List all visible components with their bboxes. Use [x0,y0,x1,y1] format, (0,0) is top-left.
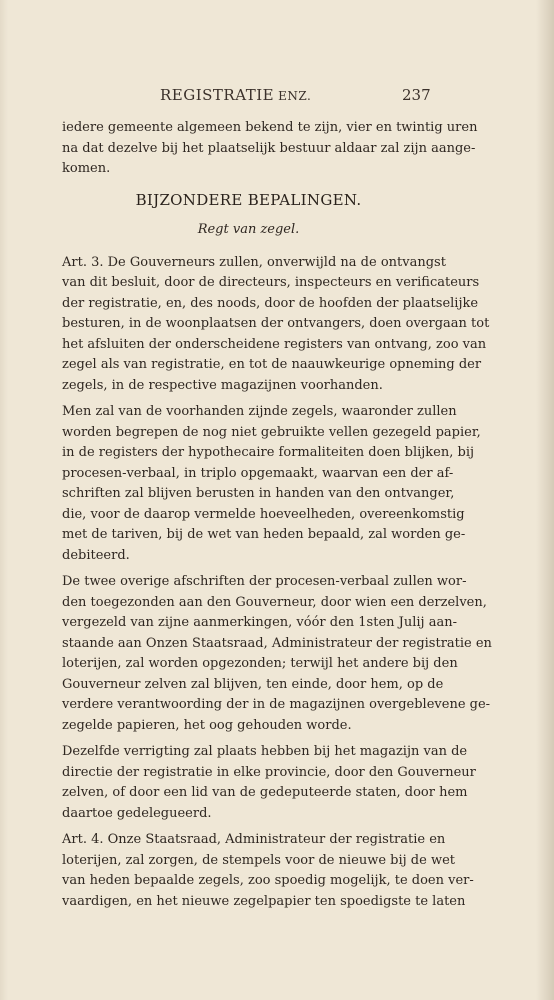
text-line: het afsluiten der onderscheidene registers van ontvang, zoo van [62,336,487,352]
text-line: worden begrepen de nog niet gebruikte vellen gezegeld papier, [62,424,481,440]
paragraph-art-4 [62,830,474,912]
text-line: De twee overige afschriften der procesen-verbaal zullen wor- [62,574,467,589]
page-edge-shadow [536,0,554,1000]
subheading: Regt van zegel. [197,222,300,237]
section-heading: BIJZONDERE BEPALINGEN. [135,190,362,209]
paragraph-art-3 [62,253,490,397]
paragraph-zegels [62,402,481,566]
text-line: Art. 4. Onze Staatsraad, Administrateur der registratie en [62,832,446,847]
text-line: zegel als van registratie, en tot de naauwkeurige opneming der [62,357,482,372]
gutter-shadow [0,0,8,1000]
text-line: loterijen, zal worden opgezonden; terwijl het andere bij den [62,656,458,671]
text-line: vergezeld van zijne aanmerkingen, vóór den 1sten Julij aan- [62,615,457,630]
text-line: schriften zal blijven berusten in handen van den ontvanger, [62,486,455,501]
text-line: debiteerd. [62,547,130,563]
text-line: komen. [62,161,111,176]
text-line: iedere gemeente algemeen bekend te zijn, vier en twintig uren [62,120,478,135]
text-line: procesen-verbaal, in triplo opgemaakt, waarvan een der af- [62,465,454,481]
text-line: van dit besluit, door de directeurs, inspecteurs en verificateurs [62,275,480,290]
text-line: vaardigen, en het nieuwe zegelpapier ten spoedigste te laten [62,893,466,909]
text-line: van heden bepaalde zegels, zoo spoedig mogelijk, te doen ver- [62,873,474,888]
text-line: in de registers der hypothecaire formaliteiten doen blijken, bij [62,445,475,460]
text-line: Men zal van de voorhanden zijnde zegels, waaronder zullen [62,404,457,419]
running-header-suffix: ENZ. [278,89,312,103]
page-body [62,118,492,918]
text-line: Art. 3. De Gouverneurs zullen, onverwijld na de ontvangst [62,254,446,270]
text-line: zegelde papieren, het oog gehouden worde. [62,717,352,733]
text-line: der registratie, en, des noods, door de hoofden der plaatselijke [62,295,479,311]
text-line: zelven, of door een lid van de gedeputeerde staten, door hem [62,785,468,800]
text-line: directie der registratie in elke provincie, door den Gouverneur [62,764,476,780]
text-line: die, voor de daarop vermelde hoeveelheden, overeenkomstig [62,506,465,522]
text-line: na dat dezelve bij het plaatselijk bestuur aldaar zal zijn aange- [62,140,476,156]
paragraph-continuation [62,118,478,180]
text-line: Dezelfde verrigting zal plaats hebben bij het magazijn van de [62,744,468,759]
text-line: Gouverneur zelven zal blijven, ten einde, door hem, op de [62,676,444,692]
text-line: zegels, in de respective magazijnen voorhanden. [62,377,383,393]
page-number: 237 [402,86,431,104]
text-line: staande aan Onzen Staatsraad, Administrateur der registratie en [62,635,492,651]
text-line: den toegezonden aan den Gouverneur, door wien een derzelven, [62,594,487,610]
running-header [160,86,311,104]
paragraph-afschriften [62,572,492,736]
text-line: met de tariven, bij de wet van heden bepaald, zal worden ge- [62,527,466,542]
text-line: loterijen, zal zorgen, de stempels voor de nieuwe bij de wet [62,852,455,868]
text-line: besturen, in de woonplaatsen der ontvangers, doen overgaan tot [62,316,490,331]
text-line: verdere verantwoording der in de magazijnen overgeblevene ge- [62,697,491,712]
paragraph-magazijn [62,742,476,824]
text-line: daartoe gedelegueerd. [62,805,212,821]
running-header-title: REGISTRATIE [160,86,275,104]
